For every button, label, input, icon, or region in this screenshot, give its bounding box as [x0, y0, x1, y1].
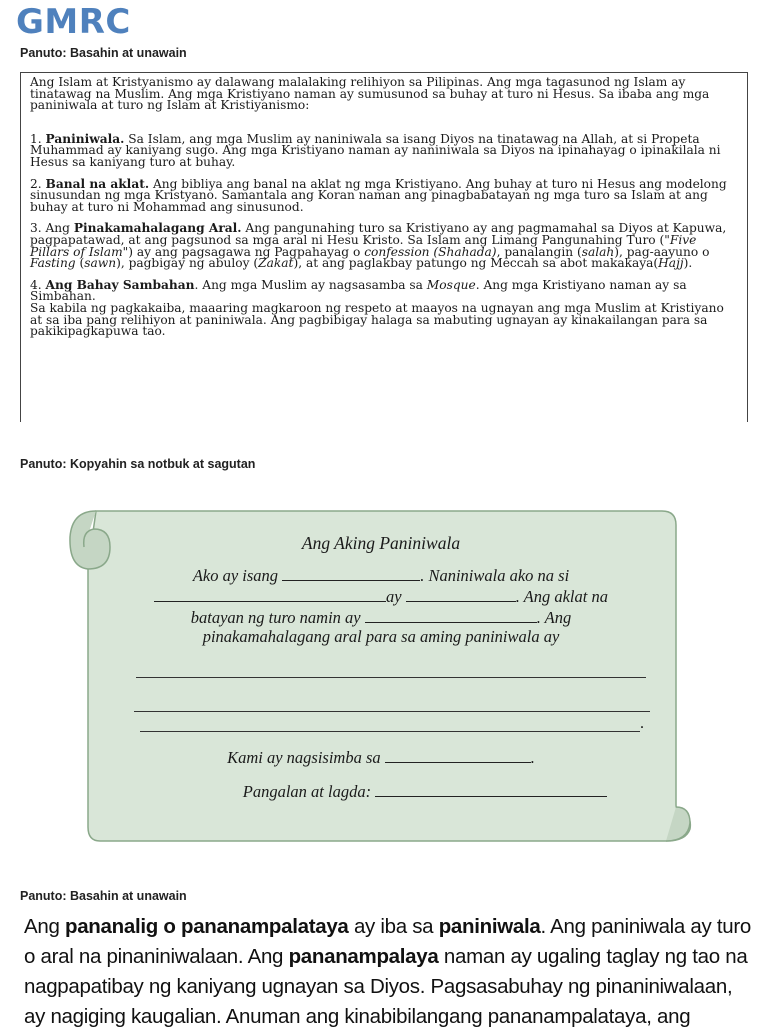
- line1-text-b: . Naniniwala ako na si: [420, 566, 570, 585]
- bottom-text-1: Ang: [24, 915, 60, 938]
- line2-text-b: . Ang aklat na: [515, 587, 608, 606]
- bottom-text-4: naman ay ugaling taglay ng tao na nagpapatibay ng kaniyang ugnayan sa Diyos. Pagsasabuhay ng pinaniniwalaan, ay nagiging kaugalian. Anuman ang kinabibilangang pananampalataya, ang: [24, 945, 748, 1028]
- reading-box: [20, 72, 748, 422]
- p4-text-a: . Ang mga Muslim ay nagsasamba sa: [194, 277, 423, 292]
- bottom-text-2: ay iba sa: [353, 915, 434, 938]
- answer-line-3[interactable]: [140, 731, 640, 732]
- p3-italic-hajj: Hajj: [658, 256, 684, 271]
- gmrc-logo: GMRC: [16, 2, 131, 42]
- line3-text-b: . Ang: [536, 608, 572, 627]
- bottom-bold-paniniwala: paniniwala: [438, 915, 541, 938]
- blank-sambahan[interactable]: [385, 748, 531, 763]
- paragraph-pinakamahalagang-aral: [30, 223, 737, 269]
- p2-number: 2.: [30, 176, 42, 191]
- worksheet-line-3: [66, 608, 696, 628]
- p3-italic-sawn: sawn: [84, 256, 117, 271]
- p2-text: Ang bibliya ang banal na aklat ng mga Kristiyano. Ang buhay at turo ni Hesus ang modelong sinusundan ng mga Kristyano. Samantala ang Koran naman ang pinagbabatayan ng mga turo sa Islam at ang buhay at turo ni Mohammad ang sinusunod.: [30, 176, 727, 214]
- blank-relihiyon[interactable]: [282, 566, 420, 581]
- line5-period: .: [530, 748, 535, 767]
- p3-italic-salah: salah: [581, 244, 615, 259]
- bottom-text-3: . Ang paniniwala ay turo o aral na pinaniniwalaan. Ang: [24, 915, 751, 968]
- p3-text-a: Ang pangunahing turo sa Kristiyano ay ang pagmamahal sa Diyos at Kapuwa, pagpapatawad, at ang pagsunod sa mga aral ni Hesu Kristo. Sa Islam ang Limang Pangunahing Turo (": [30, 221, 727, 247]
- p1-text: Sa Islam, ang mga Muslim ay naniniwala sa isang Diyos na tinatawag na Allah, at si Propeta Muhammad ay kaniyang sugo. Ang mga Kristiyano naman ay naniniwala sa Diyos na ipinahayag o ipinakilala ni Hesus sa kaniyang turo at buhay.: [30, 131, 721, 169]
- paragraph-banal-na-aklat: [30, 176, 737, 214]
- paragraph-paniniwala: [30, 131, 737, 169]
- instruction-read: Panuto: Basahin at unawain: [20, 46, 187, 60]
- scroll-worksheet: [66, 507, 696, 845]
- p1-number: 1.: [30, 131, 42, 146]
- p3-text-h: ).: [683, 256, 693, 271]
- p3-text-g: ), at ang paglakbay patungo ng Meccah sa abot makakaya(: [293, 256, 659, 271]
- line3-text-a: batayan ng turo namin ay: [190, 608, 361, 627]
- p4-number: 4.: [30, 277, 42, 292]
- p3-text-c: , panalangin (: [496, 244, 582, 259]
- worksheet-line-4: pinakamahalagang aral para sa aming paniniwala ay: [202, 627, 560, 646]
- p3-number: 3. Ang: [30, 221, 70, 236]
- p3-italic-pillars: Five Pillars of Islam: [30, 232, 697, 259]
- p4-term: Ang Bahay Sambahan: [45, 277, 195, 292]
- worksheet-line-2: [66, 587, 696, 607]
- p2-term: Banal na aklat.: [45, 176, 150, 191]
- bottom-bold-pananampalaya: pananampalaya: [288, 945, 439, 968]
- answer-line-2[interactable]: [134, 711, 650, 712]
- p3-italic-confession: confession (Shahada): [364, 244, 497, 259]
- bottom-bold-pananalig: pananalig o pananampalataya: [64, 915, 349, 938]
- line2-text-a: ay: [386, 587, 402, 606]
- line6-text: Pangalan at lagda:: [242, 782, 372, 801]
- line5-text: Kami ay nagsisimba sa: [227, 748, 381, 767]
- blank-aklat[interactable]: [365, 608, 537, 623]
- p3-text-e: (: [79, 256, 85, 271]
- worksheet-line-5: [66, 748, 696, 768]
- p3-italic-fasting: Fasting: [30, 256, 76, 271]
- bottom-paragraph: [24, 912, 754, 1032]
- worksheet-title: Ang Aking Paniniwala: [301, 533, 461, 553]
- p3-text-b: ") ay ang pagsagawa ng Pagpahayag o: [122, 244, 361, 259]
- blank-pangalan-lagda[interactable]: [375, 782, 607, 797]
- answer-line-1[interactable]: [136, 677, 646, 678]
- paragraph-bahay-sambahan: [30, 277, 737, 339]
- p3-text-f: ), pagbigay ng abuloy (: [116, 256, 259, 271]
- p4-text-c: Sa kabila ng pagkakaiba, maaaring magkaroon ng respeto at maayos na ugnayan ang mga Muslim at Kristiyano at sa iba pang relihiyon at paniniwala. Ang pagbibigay halaga sa mabuting ugnayan ay kinakailangan para sa pakikipagkapuwa tao.: [30, 300, 724, 339]
- p3-text-d: ), pag-aayuno o: [614, 244, 710, 259]
- answer-end-period: .: [640, 715, 644, 732]
- p3-italic-zakat: Zakat: [258, 256, 294, 271]
- p4-text-b: . Ang mga Kristiyano naman ay sa Simbahan.: [30, 277, 687, 304]
- intro-paragraph: Ang Islam at Kristyanismo ay dalawang malalaking relihiyon sa Pilipinas. Ang mga tagasunod ng Islam ay tinatawag na Muslim. Ang mga Kristiyano naman ay sumusunod sa buhay at turo ni Hesus. Sa ibaba ang mga paniniwala at turo ng Islam at Kristiyanismo:: [30, 75, 710, 113]
- blank-pinaniniwalaan[interactable]: [154, 587, 386, 602]
- p4-italic-mosque: Mosque: [426, 277, 476, 292]
- instruction-read-2: Panuto: Basahin at unawain: [20, 889, 187, 903]
- instruction-copy: Panuto: Kopyahin sa notbuk at sagutan: [20, 457, 256, 471]
- p3-term: Pinakamahalagang Aral.: [73, 221, 242, 236]
- p1-term: Paniniwala.: [45, 131, 125, 146]
- worksheet-line-6: [110, 782, 740, 802]
- line1-text-a: Ako ay isang: [192, 566, 279, 585]
- blank-tawag[interactable]: [406, 587, 516, 602]
- worksheet-line-1: [66, 566, 696, 586]
